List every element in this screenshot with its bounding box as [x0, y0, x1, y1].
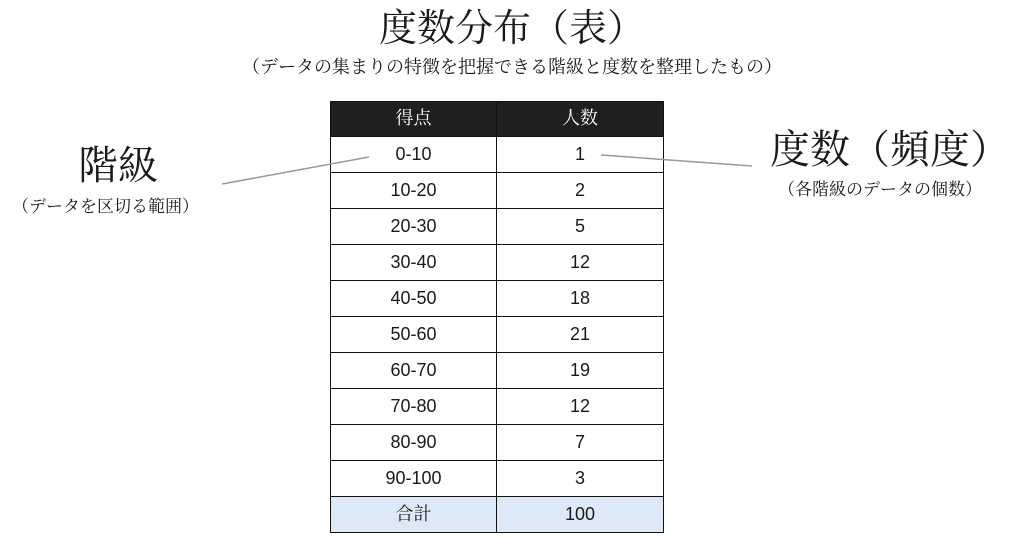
score-range-cell: 60-70: [331, 353, 497, 389]
count-cell: 21: [497, 317, 664, 353]
total-label-cell: 合計: [331, 497, 497, 533]
count-cell: 2: [497, 173, 664, 209]
score-range-cell: 80-90: [331, 425, 497, 461]
class-callout-note: （データを区切る範囲）: [12, 197, 199, 217]
column-header-score: 得点: [331, 102, 497, 137]
class-callout-title: 階級: [78, 143, 158, 189]
count-cell: 12: [497, 389, 664, 425]
frequency-callout-note: （各階級のデータの個数）: [778, 180, 982, 200]
score-range-cell: 40-50: [331, 281, 497, 317]
count-cell: 18: [497, 281, 664, 317]
score-range-cell: 10-20: [331, 173, 497, 209]
frequency-callout-title: 度数（頻度）: [770, 127, 1010, 173]
frequency-connector-line: [601, 155, 752, 166]
count-cell: 5: [497, 209, 664, 245]
column-header-count: 人数: [497, 102, 664, 137]
class-connector-line: [222, 157, 369, 184]
score-range-cell: 0-10: [331, 137, 497, 173]
score-range-cell: 20-30: [331, 209, 497, 245]
total-count-cell: 100: [497, 497, 664, 533]
score-range-cell: 90-100: [331, 461, 497, 497]
count-cell: 7: [497, 425, 664, 461]
page-subtitle: （データの集まりの特徴を把握できる階級と度数を整理したもの）: [242, 57, 782, 78]
page-title: 度数分布（表）: [378, 6, 645, 50]
score-range-cell: 70-80: [331, 389, 497, 425]
count-cell: 19: [497, 353, 664, 389]
count-cell: 1: [497, 137, 664, 173]
score-range-cell: 50-60: [331, 317, 497, 353]
count-cell: 3: [497, 461, 664, 497]
score-range-cell: 30-40: [331, 245, 497, 281]
count-cell: 12: [497, 245, 664, 281]
